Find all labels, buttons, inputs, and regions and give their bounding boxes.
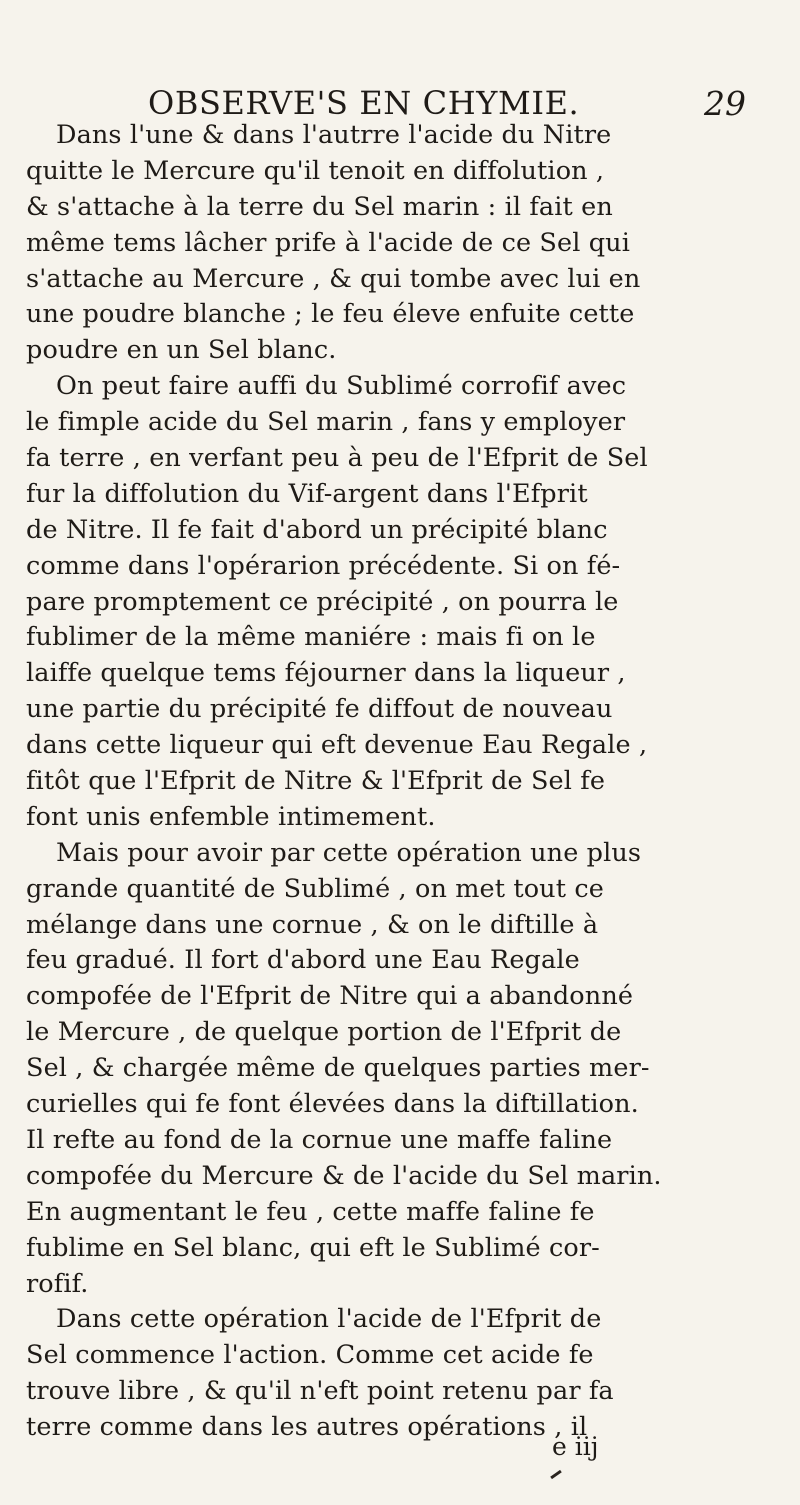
text-line: On peut faire auffi du Sublimé corrofif avec: [56, 371, 627, 402]
signature-mark: e iij: [552, 1432, 599, 1461]
text-line: compofée de l'Efprit de Nitre qui a abandonné: [26, 981, 634, 1012]
text-line: laiffe quelque tems féjourner dans la liqueur ,: [26, 658, 626, 689]
paragraph-2: [26, 369, 796, 836]
text-line: curielles qui fe font élevées dans la diftillation.: [26, 1089, 639, 1120]
text-line: quitte le Mercure qu'il tenoit en diffolution ,: [26, 155, 605, 186]
text-line: le Mercure , de quelque portion de l'Efprit de: [26, 1017, 622, 1048]
text-line: le fimple acide du Sel marin , fans y employer: [26, 407, 626, 438]
running-head: OBSERVE'S EN CHYMIE.: [148, 84, 580, 122]
text-line: Il refte au fond de la cornue une maffe faline: [26, 1124, 613, 1155]
text-line: une partie du précipité fe diffout de nouveau: [26, 694, 613, 725]
text-line: une poudre blanche ; le feu éleve enfuite cette: [26, 299, 635, 330]
text-line: Dans l'une & dans l'autrre l'acide du Nitre: [56, 120, 612, 150]
text-line: grande quantité de Sublimé , on met tout ce: [26, 873, 604, 904]
text-line: fitôt que l'Efprit de Nitre & l'Efprit de Sel fe: [26, 766, 606, 797]
text-line: En augmentant le feu , cette maffe faline fe: [26, 1196, 595, 1227]
text-line: poudre en un Sel blanc.: [26, 335, 337, 366]
text-line: pare promptement ce précipité , on pourra le: [26, 586, 619, 617]
text-line: fublime en Sel blanc, qui eft le Sublimé cor-: [26, 1232, 600, 1263]
text-line: rofif.: [26, 1268, 89, 1299]
body-text: [26, 118, 796, 1446]
text-line: font unis enfemble intimement.: [26, 801, 436, 832]
text-line: fur la diffolution du Vif-argent dans l'Efprit: [26, 478, 588, 509]
paragraph-4: [26, 1302, 796, 1446]
text-line: de Nitre. Il fe fait d'abord un précipité blanc: [26, 514, 608, 545]
text-line: Mais pour avoir par cette opération une plus: [56, 837, 642, 868]
text-line: feu gradué. Il fort d'abord une Eau Regale: [26, 945, 580, 976]
text-line: fublimer de la même maniére : mais fi on le: [26, 622, 596, 653]
text-line: s'attache au Mercure , & qui tombe avec lui en: [26, 263, 641, 294]
ink-mark: [550, 1470, 562, 1479]
paragraph-1: [26, 118, 796, 369]
text-line: trouve libre , & qu'il n'eft point retenu par fa: [26, 1376, 614, 1407]
text-line: dans cette liqueur qui eft devenue Eau Regale ,: [26, 730, 648, 761]
text-line: terre comme dans les autres opérations , il: [26, 1412, 588, 1443]
text-line: Dans cette opération l'acide de l'Efprit de: [56, 1304, 602, 1335]
text-line: Sel commence l'action. Comme cet acide fe: [26, 1340, 594, 1371]
page-number: 29: [704, 84, 746, 123]
paragraph-3: [26, 836, 796, 1303]
text-line: Sel , & chargée même de quelques parties mer-: [26, 1053, 650, 1084]
text-line: fa terre , en verfant peu à peu de l'Efprit de Sel: [26, 443, 648, 474]
text-line: compofée du Mercure & de l'acide du Sel marin.: [26, 1160, 662, 1191]
text-line: mélange dans une cornue , & on le diftille à: [26, 909, 599, 940]
text-line: même tems lâcher prife à l'acide de ce Sel qui: [26, 227, 630, 258]
text-line: & s'attache à la terre du Sel marin : il fait en: [26, 191, 613, 222]
text-line: comme dans l'opérarion précédente. Si on fé-: [26, 550, 621, 581]
